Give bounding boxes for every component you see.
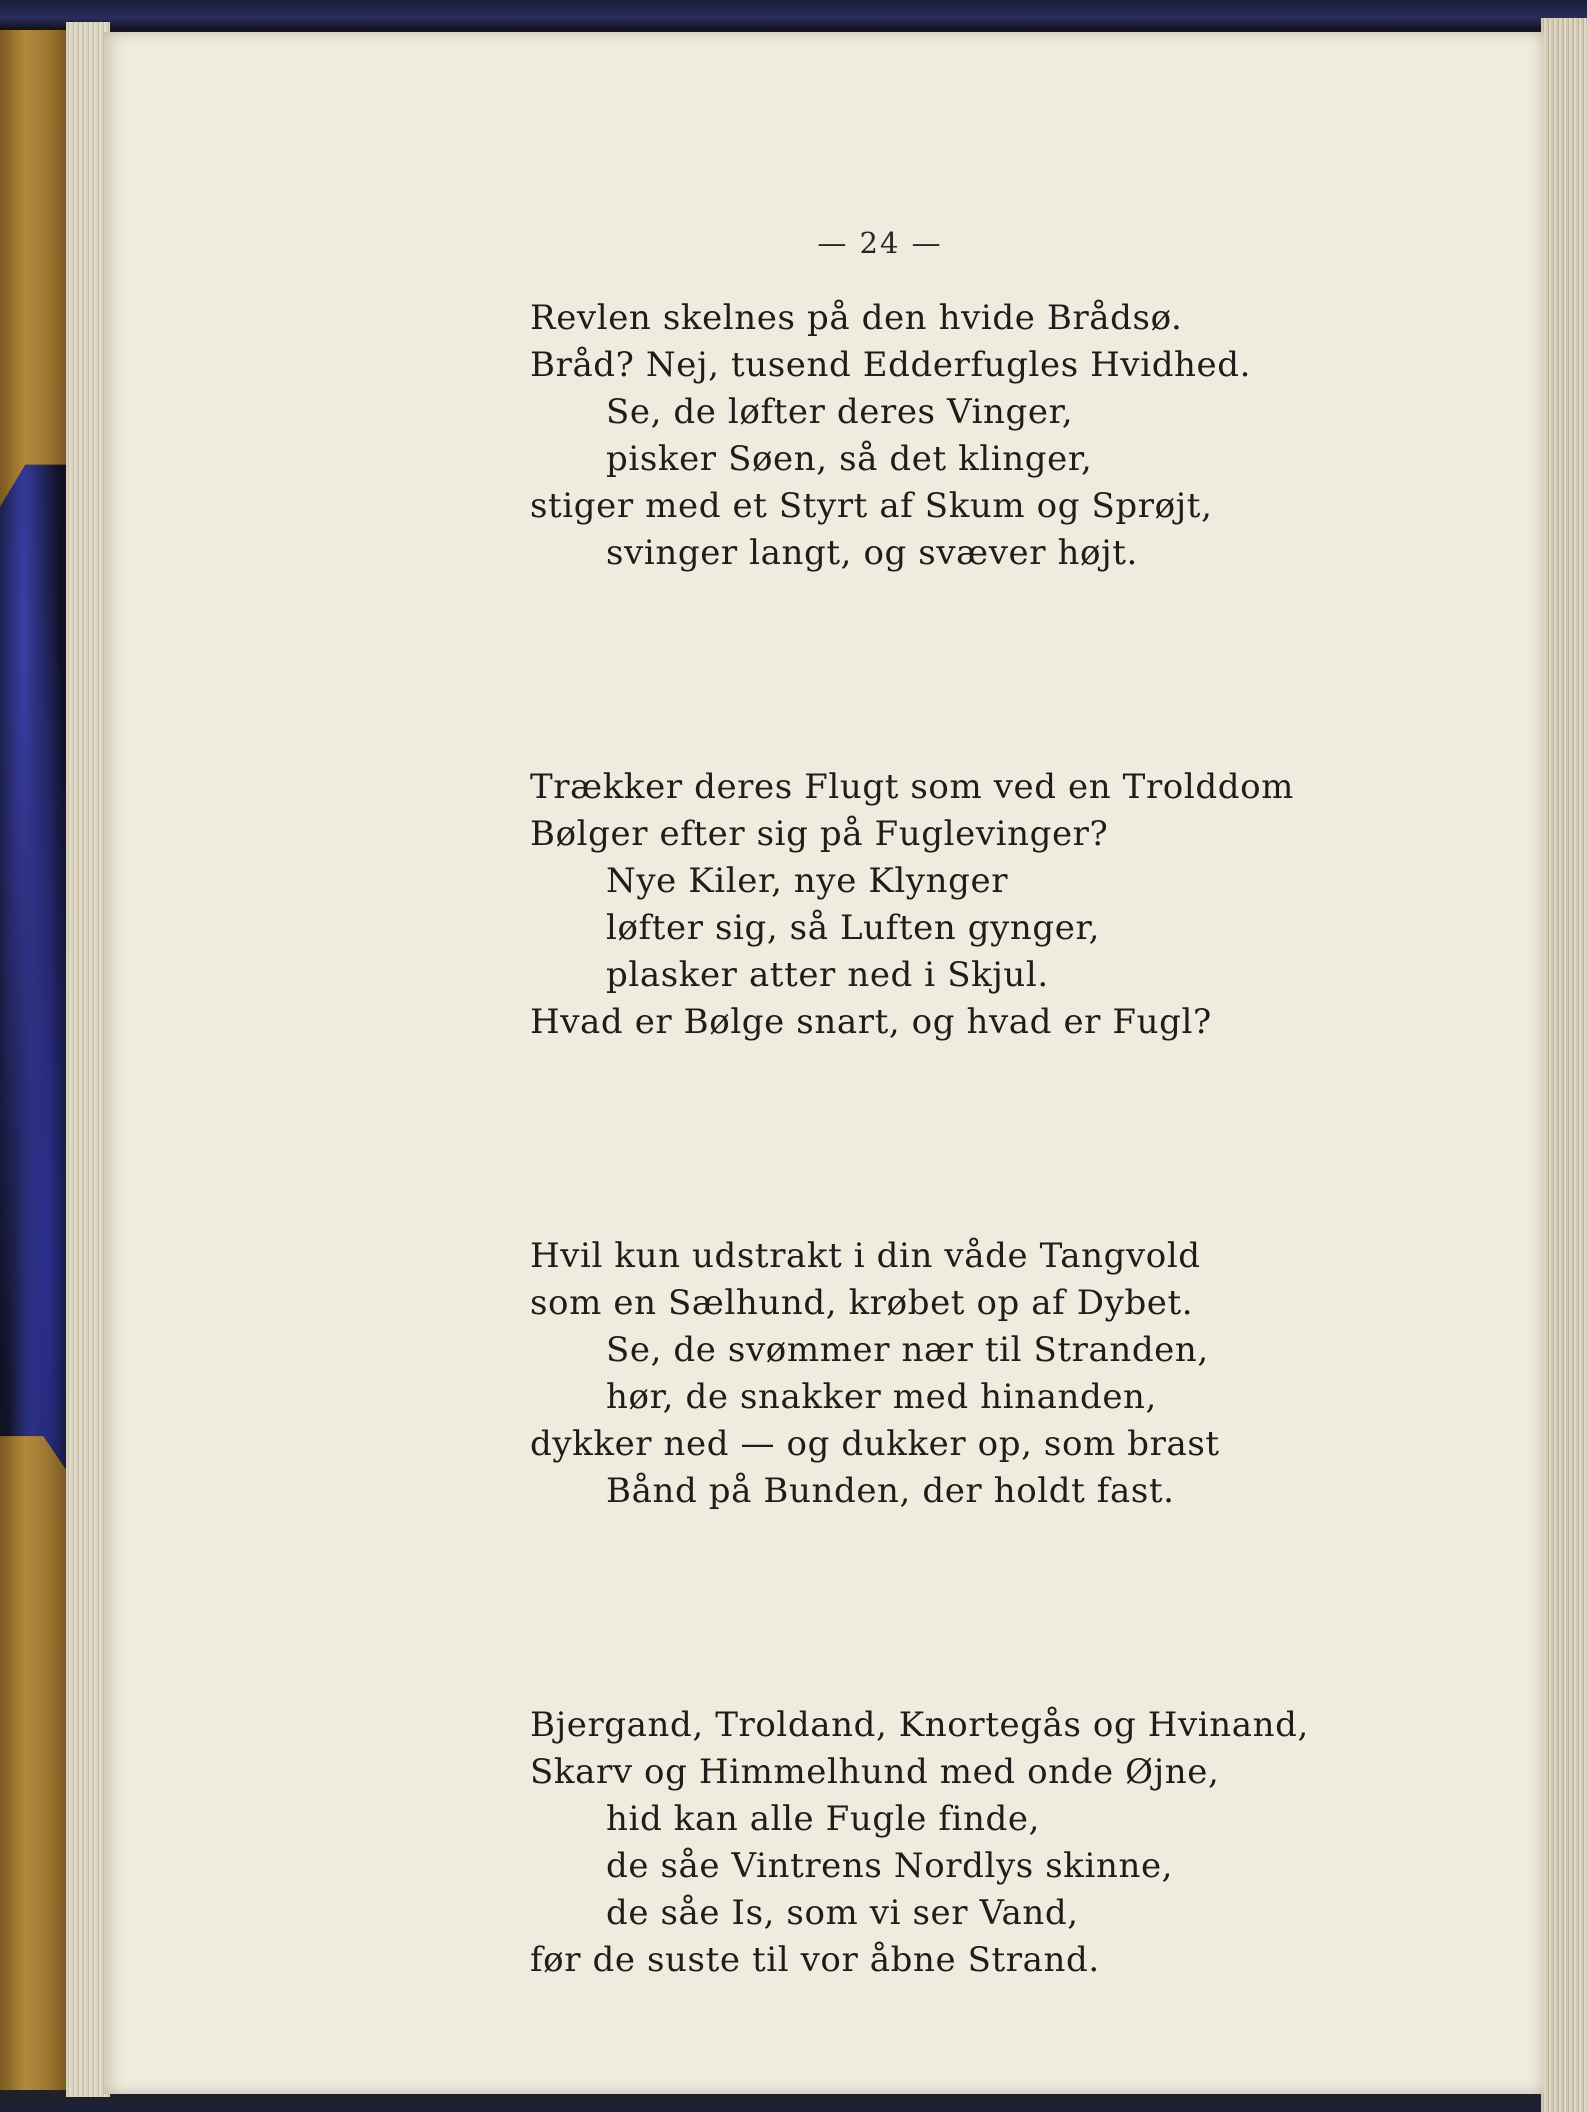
stanza xyxy=(530,1702,1430,1984)
poem-line: Bånd på Bunden, der holdt fast. xyxy=(606,1471,1175,1511)
poem-line: Se, de svømmer nær til Stranden, xyxy=(606,1330,1209,1370)
page-number: — 24 — xyxy=(817,226,943,260)
poem-line: pisker Søen, så det klinger, xyxy=(606,439,1093,479)
poem-line: hør, de snakker med hinanden, xyxy=(606,1377,1157,1417)
poem-line: Trækker deres Flugt som ved en Trolddom xyxy=(530,767,1294,807)
stanza-break xyxy=(530,1515,1430,1702)
stanza-break xyxy=(530,1046,1430,1233)
poem-line: stiger med et Styrt af Skum og Sprøjt, xyxy=(530,486,1213,526)
poem-line: svinger langt, og svæver højt. xyxy=(606,533,1138,573)
page-edges-right xyxy=(1541,18,1587,2112)
cover-top-edge xyxy=(0,0,1587,30)
poem-line: Se, de løfter deres Vinger, xyxy=(606,392,1074,432)
poem-line: Skarv og Himmelhund med onde Øjne, xyxy=(530,1752,1220,1792)
poem-line: Bråd? Nej, tusend Edderfugles Hvidhed. xyxy=(530,345,1252,385)
poem xyxy=(530,295,1430,1984)
poem-line: Bølger efter sig på Fuglevinger? xyxy=(530,814,1109,854)
poem-line: dykker ned — og dukker op, som brast xyxy=(530,1424,1220,1464)
poem-line: Revlen skelnes på den hvide Brådsø. xyxy=(530,298,1183,338)
poem-line: løfter sig, så Luften gynger, xyxy=(606,908,1101,948)
stanza xyxy=(530,1233,1430,1515)
poem-line: Hvad er Bølge snart, og hvad er Fugl? xyxy=(530,1002,1212,1042)
poem-line: Nye Kiler, nye Klynger xyxy=(606,861,1009,901)
stanza xyxy=(530,295,1430,577)
stanza xyxy=(530,764,1430,1046)
poem-line: plasker atter ned i Skjul. xyxy=(606,955,1049,995)
poem-line: som en Sælhund, krøbet op af Dybet. xyxy=(530,1283,1194,1323)
poem-line: hid kan alle Fugle finde, xyxy=(606,1799,1040,1839)
poem-line: før de suste til vor åbne Strand. xyxy=(530,1940,1100,1980)
stanza-break xyxy=(530,577,1430,764)
poem-line: de såe Is, som vi ser Vand, xyxy=(606,1893,1079,1933)
poem-line: Hvil kun udstrakt i din våde Tangvold xyxy=(530,1236,1201,1276)
poem-line: Bjergand, Troldand, Knortegås og Hvinand, xyxy=(530,1705,1309,1745)
poem-line: de såe Vintrens Nordlys skinne, xyxy=(606,1846,1174,1886)
